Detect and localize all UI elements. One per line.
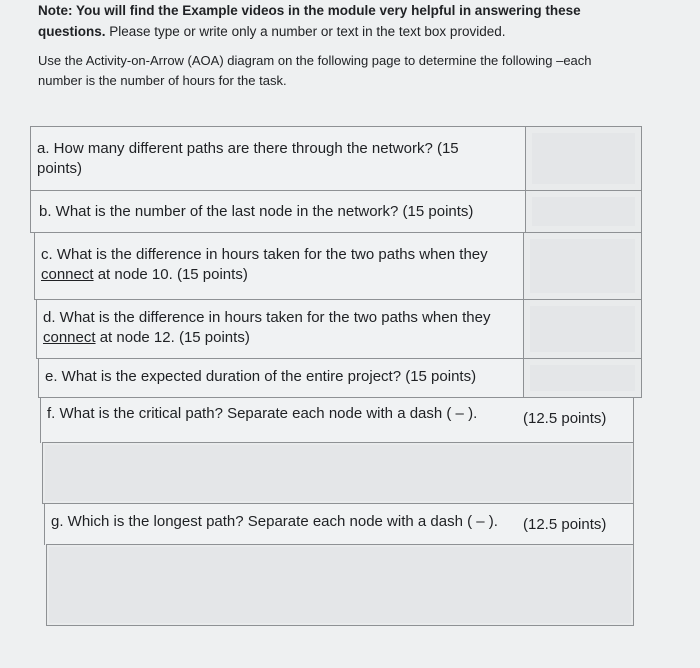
answer-c-box[interactable] bbox=[523, 232, 642, 300]
instructions-line2: number is the number of hours for the task. bbox=[38, 73, 287, 88]
answer-b-input[interactable] bbox=[532, 197, 635, 226]
question-g-text: g. Which is the longest path? Separate each node with a dash ( – ). bbox=[51, 513, 498, 530]
instructions-line1: Use the Activity-on-Arrow (AOA) diagram on the following page to determine the following –each bbox=[38, 53, 592, 68]
question-b-cell bbox=[30, 190, 526, 233]
question-c-line2: at node 10. (15 points) bbox=[93, 266, 248, 283]
question-f-points: (12.5 points) bbox=[523, 410, 607, 427]
answer-f-input[interactable] bbox=[45, 445, 631, 501]
question-a-line1: a. How many different paths are there through the network? (15 bbox=[37, 140, 459, 157]
question-e-cell bbox=[38, 358, 524, 398]
question-d-line2: at node 12. (15 points) bbox=[95, 329, 250, 346]
question-f-cell bbox=[40, 397, 634, 443]
question-d-connect: connect bbox=[43, 329, 96, 346]
answer-f-box[interactable] bbox=[42, 442, 634, 504]
answer-e-input[interactable] bbox=[530, 365, 635, 391]
question-e-text: e. What is the expected duration of the entire project? (15 points) bbox=[45, 368, 477, 385]
question-a-cell bbox=[30, 126, 526, 191]
question-c-line1: c. What is the difference in hours taken for the two paths when they bbox=[41, 246, 488, 263]
note-line1: Note: You will find the Example videos in the module very helpful in answering these bbox=[38, 3, 581, 18]
answer-b-box[interactable] bbox=[525, 190, 642, 233]
question-d-line1: d. What is the difference in hours taken for the two paths when they bbox=[43, 309, 491, 326]
question-d-cell bbox=[36, 299, 524, 359]
question-g-cell bbox=[44, 503, 634, 545]
question-a-line2: points) bbox=[37, 160, 83, 177]
answer-d-box[interactable] bbox=[523, 299, 642, 359]
question-c-connect: connect bbox=[41, 266, 94, 283]
answer-a-box[interactable] bbox=[525, 126, 642, 191]
answer-a-input[interactable] bbox=[532, 133, 635, 184]
answer-g-box[interactable] bbox=[46, 544, 634, 626]
answer-c-input[interactable] bbox=[530, 239, 635, 293]
question-b-text: b. What is the number of the last node in the network? (15 points) bbox=[39, 203, 474, 220]
answer-e-box[interactable] bbox=[523, 358, 642, 398]
instructions bbox=[38, 51, 668, 91]
question-g-points: (12.5 points) bbox=[523, 516, 607, 533]
note-text bbox=[38, 0, 658, 42]
answer-g-input[interactable] bbox=[49, 547, 631, 623]
question-c-cell bbox=[34, 232, 524, 300]
answer-d-input[interactable] bbox=[530, 306, 635, 352]
note-line2-rest: Please type or write only a number or text in the text box provided. bbox=[105, 24, 506, 39]
note-line2-bold: questions. bbox=[38, 24, 106, 39]
question-f-text: f. What is the critical path? Separate each node with a dash ( – ). bbox=[47, 405, 478, 422]
